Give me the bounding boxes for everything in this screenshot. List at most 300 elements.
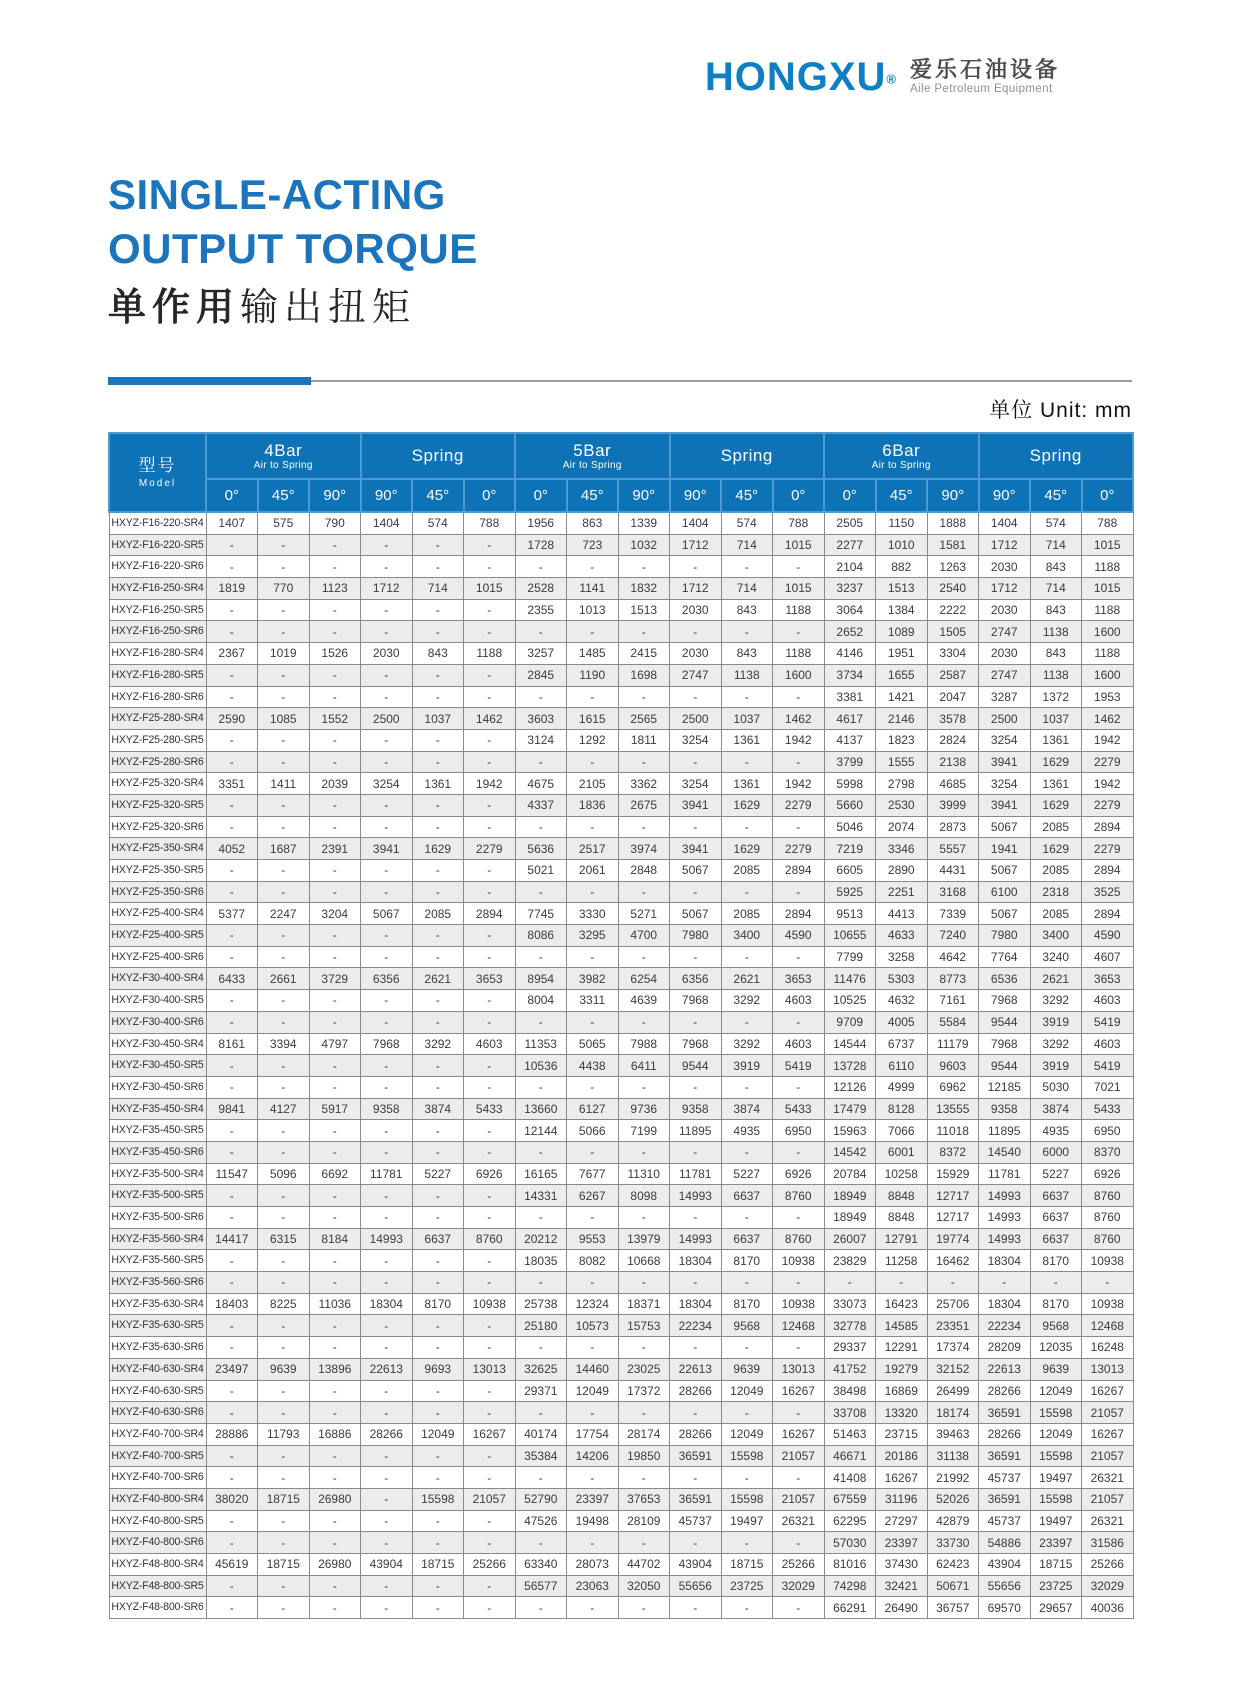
value-cell: 3603 xyxy=(515,708,567,730)
table-row xyxy=(109,1076,1133,1098)
value-cell: - xyxy=(567,1337,619,1359)
value-cell: 3394 xyxy=(258,1033,310,1055)
value-cell: 1953 xyxy=(1082,686,1134,708)
value-cell: 7968 xyxy=(670,990,722,1012)
table-row xyxy=(109,512,1133,534)
value-cell: - xyxy=(206,990,258,1012)
value-cell: 2030 xyxy=(979,556,1031,578)
value-cell: 14460 xyxy=(567,1358,619,1380)
value-cell: 11179 xyxy=(927,1033,979,1055)
value-cell: - xyxy=(567,1207,619,1229)
value-cell: 1085 xyxy=(258,708,310,730)
value-cell: - xyxy=(309,686,361,708)
value-cell: 8848 xyxy=(876,1185,928,1207)
value-cell: - xyxy=(567,1597,619,1619)
value-cell: 1942 xyxy=(1082,729,1134,751)
value-cell: - xyxy=(309,1337,361,1359)
value-cell: 12791 xyxy=(876,1228,928,1250)
value-cell: 8004 xyxy=(515,990,567,1012)
value-cell: 4633 xyxy=(876,925,928,947)
model-cell: HXYZ-F35-560-SR5 xyxy=(109,1250,206,1272)
value-cell: 3578 xyxy=(927,708,979,730)
value-cell: 6100 xyxy=(979,881,1031,903)
value-cell: 2530 xyxy=(876,794,928,816)
value-cell: 4999 xyxy=(876,1076,928,1098)
value-cell: - xyxy=(515,751,567,773)
value-cell: 1015 xyxy=(1082,578,1134,600)
value-cell: 3168 xyxy=(927,881,979,903)
value-cell: - xyxy=(464,1011,516,1033)
value-cell: 15598 xyxy=(721,1488,773,1510)
model-cell: HXYZ-F16-250-SR6 xyxy=(109,621,206,643)
value-cell: 2085 xyxy=(721,860,773,882)
value-cell: - xyxy=(361,534,413,556)
value-cell: - xyxy=(361,686,413,708)
value-cell: 26499 xyxy=(927,1380,979,1402)
table-row xyxy=(109,881,1133,903)
value-cell: 8954 xyxy=(515,968,567,990)
value-cell: 3292 xyxy=(721,990,773,1012)
table-row xyxy=(109,1141,1133,1163)
value-cell: 2222 xyxy=(927,599,979,621)
model-cell: HXYZ-F40-630-SR4 xyxy=(109,1358,206,1380)
value-cell: 8370 xyxy=(1082,1141,1134,1163)
value-cell: 2500 xyxy=(361,708,413,730)
value-cell: 13979 xyxy=(618,1228,670,1250)
value-cell: 28266 xyxy=(361,1423,413,1445)
value-cell: 3525 xyxy=(1082,881,1134,903)
value-cell: 33708 xyxy=(824,1402,876,1424)
value-cell: 12126 xyxy=(824,1076,876,1098)
value-cell: 14540 xyxy=(979,1141,1031,1163)
degree-header: 45° xyxy=(258,479,310,512)
value-cell: - xyxy=(258,860,310,882)
value-cell: 714 xyxy=(1030,578,1082,600)
divider-blue-bar xyxy=(108,377,311,385)
value-cell: - xyxy=(412,1380,464,1402)
value-cell: 56577 xyxy=(515,1575,567,1597)
value-cell: 57030 xyxy=(824,1532,876,1554)
value-cell: 6950 xyxy=(1082,1120,1134,1142)
value-cell: 9358 xyxy=(361,1098,413,1120)
value-cell: - xyxy=(670,1532,722,1554)
table-row xyxy=(109,1315,1133,1337)
value-cell: - xyxy=(773,556,825,578)
value-cell: 1361 xyxy=(721,773,773,795)
value-cell: - xyxy=(721,946,773,968)
table-row xyxy=(109,946,1133,968)
value-cell: 1687 xyxy=(258,838,310,860)
value-cell: 15598 xyxy=(1030,1488,1082,1510)
value-cell: 7677 xyxy=(567,1163,619,1185)
value-cell: - xyxy=(258,1207,310,1229)
value-cell: - xyxy=(773,1597,825,1619)
degree-header: 45° xyxy=(721,479,773,512)
value-cell: 18304 xyxy=(361,1293,413,1315)
value-cell: - xyxy=(309,1055,361,1077)
value-cell: - xyxy=(206,556,258,578)
value-cell: 2279 xyxy=(773,794,825,816)
value-cell: - xyxy=(258,881,310,903)
value-cell: 1421 xyxy=(876,686,928,708)
degree-header: 90° xyxy=(979,479,1031,512)
value-cell: 7968 xyxy=(979,990,1031,1012)
value-cell: 2894 xyxy=(1082,903,1134,925)
table-row xyxy=(109,1228,1133,1250)
value-cell: - xyxy=(361,1076,413,1098)
table-row xyxy=(109,1207,1133,1229)
value-cell: - xyxy=(721,1272,773,1294)
value-cell: 3874 xyxy=(721,1098,773,1120)
value-cell: 12049 xyxy=(721,1423,773,1445)
value-cell: 2367 xyxy=(206,643,258,665)
value-cell: - xyxy=(464,881,516,903)
value-cell: 1263 xyxy=(927,556,979,578)
value-cell: 18715 xyxy=(721,1554,773,1576)
value-cell: 9841 xyxy=(206,1098,258,1120)
value-cell: - xyxy=(412,1250,464,1272)
value-cell: 40036 xyxy=(1082,1597,1134,1619)
value-cell: - xyxy=(773,1272,825,1294)
value-cell: - xyxy=(206,1337,258,1359)
value-cell: 26321 xyxy=(1082,1467,1134,1489)
value-cell: 26980 xyxy=(309,1554,361,1576)
value-cell: 575 xyxy=(258,512,310,534)
value-cell: 18304 xyxy=(979,1250,1031,1272)
model-cell: HXYZ-F40-630-SR5 xyxy=(109,1380,206,1402)
value-cell: - xyxy=(258,1055,310,1077)
value-cell: 1188 xyxy=(1082,643,1134,665)
value-cell: 8086 xyxy=(515,925,567,947)
value-cell: 2279 xyxy=(773,838,825,860)
value-cell: 8760 xyxy=(464,1228,516,1250)
value-cell: 4337 xyxy=(515,794,567,816)
model-cell: HXYZ-F35-450-SR4 xyxy=(109,1098,206,1120)
value-cell: 1188 xyxy=(464,643,516,665)
value-cell: 5067 xyxy=(361,903,413,925)
value-cell: - xyxy=(258,1445,310,1467)
value-cell: 1712 xyxy=(670,578,722,600)
table-row xyxy=(109,556,1133,578)
value-cell: - xyxy=(258,729,310,751)
value-cell: - xyxy=(515,1011,567,1033)
value-cell: 28886 xyxy=(206,1423,258,1445)
value-cell: 9603 xyxy=(927,1055,979,1077)
value-cell: 22613 xyxy=(361,1358,413,1380)
value-cell: 843 xyxy=(1030,643,1082,665)
value-cell: - xyxy=(206,946,258,968)
value-cell: - xyxy=(206,925,258,947)
section-divider xyxy=(108,376,1132,386)
degree-header: 45° xyxy=(412,479,464,512)
table-row xyxy=(109,903,1133,925)
value-cell: 45737 xyxy=(979,1510,1031,1532)
table-row xyxy=(109,708,1133,730)
value-cell: - xyxy=(361,1402,413,1424)
value-cell: 1123 xyxy=(309,578,361,600)
value-cell: 10536 xyxy=(515,1055,567,1077)
value-cell: 11895 xyxy=(670,1120,722,1142)
value-cell: 1505 xyxy=(927,621,979,643)
value-cell: 6962 xyxy=(927,1076,979,1098)
value-cell: - xyxy=(464,621,516,643)
table-row xyxy=(109,1011,1133,1033)
value-cell: 11547 xyxy=(206,1163,258,1185)
value-cell: 6411 xyxy=(618,1055,670,1077)
value-cell: 18304 xyxy=(979,1293,1031,1315)
value-cell: 4639 xyxy=(618,990,670,1012)
value-cell: 3919 xyxy=(1030,1055,1082,1077)
value-cell: 1190 xyxy=(567,664,619,686)
value-cell: 50671 xyxy=(927,1575,979,1597)
value-cell: - xyxy=(412,686,464,708)
value-cell: - xyxy=(258,664,310,686)
value-cell: 4797 xyxy=(309,1033,361,1055)
value-cell: 81016 xyxy=(824,1554,876,1576)
value-cell: 15929 xyxy=(927,1163,979,1185)
value-cell: 13013 xyxy=(464,1358,516,1380)
value-cell: 6127 xyxy=(567,1098,619,1120)
value-cell: - xyxy=(412,1120,464,1142)
group-header-4bar: 4Bar Air to Spring xyxy=(206,433,361,479)
value-cell: 2652 xyxy=(824,621,876,643)
value-cell: - xyxy=(258,794,310,816)
value-cell: - xyxy=(618,1141,670,1163)
value-cell: 8098 xyxy=(618,1185,670,1207)
value-cell: 1712 xyxy=(670,534,722,556)
value-cell: - xyxy=(258,1011,310,1033)
value-cell: - xyxy=(258,751,310,773)
value-cell: 3295 xyxy=(567,925,619,947)
degree-header: 0° xyxy=(515,479,567,512)
value-cell: 1010 xyxy=(876,534,928,556)
value-cell: 4127 xyxy=(258,1098,310,1120)
value-cell: 51463 xyxy=(824,1423,876,1445)
value-cell: 5067 xyxy=(979,860,1031,882)
value-cell: 13660 xyxy=(515,1098,567,1120)
value-cell: - xyxy=(206,1315,258,1337)
value-cell: 1361 xyxy=(412,773,464,795)
value-cell: 4603 xyxy=(773,990,825,1012)
value-cell: 18403 xyxy=(206,1293,258,1315)
value-cell: 1552 xyxy=(309,708,361,730)
value-cell: - xyxy=(618,1272,670,1294)
value-cell: 14544 xyxy=(824,1033,876,1055)
value-cell: - xyxy=(258,621,310,643)
value-cell: - xyxy=(206,816,258,838)
value-cell: - xyxy=(464,686,516,708)
value-cell: 574 xyxy=(412,512,464,534)
value-cell: 15598 xyxy=(412,1488,464,1510)
table-row xyxy=(109,773,1133,795)
value-cell: 33730 xyxy=(927,1532,979,1554)
value-cell: 14206 xyxy=(567,1445,619,1467)
value-cell: - xyxy=(412,534,464,556)
value-cell: - xyxy=(309,664,361,686)
value-cell: 2540 xyxy=(927,578,979,600)
value-cell: 15598 xyxy=(721,1445,773,1467)
degree-header: 0° xyxy=(824,479,876,512)
value-cell: - xyxy=(464,1185,516,1207)
table-row xyxy=(109,1272,1133,1294)
value-cell: 12717 xyxy=(927,1207,979,1229)
value-cell: - xyxy=(258,1510,310,1532)
value-cell: 8225 xyxy=(258,1293,310,1315)
value-cell: - xyxy=(927,1272,979,1294)
degree-header: 0° xyxy=(1082,479,1134,512)
value-cell: - xyxy=(567,1076,619,1098)
value-cell: 4146 xyxy=(824,643,876,665)
value-cell: 7988 xyxy=(618,1033,670,1055)
value-cell: 19850 xyxy=(618,1445,670,1467)
value-cell: 36591 xyxy=(670,1488,722,1510)
value-cell: 10938 xyxy=(1082,1293,1134,1315)
value-cell: - xyxy=(618,1337,670,1359)
value-cell: - xyxy=(361,816,413,838)
value-cell: - xyxy=(412,881,464,903)
value-cell: 2355 xyxy=(515,599,567,621)
value-cell: - xyxy=(206,1532,258,1554)
value-cell: 21057 xyxy=(1082,1402,1134,1424)
value-cell: 1888 xyxy=(927,512,979,534)
table-row xyxy=(109,1358,1133,1380)
value-cell: 2500 xyxy=(670,708,722,730)
value-cell: 1089 xyxy=(876,621,928,643)
degree-header: 90° xyxy=(361,479,413,512)
value-cell: - xyxy=(618,686,670,708)
value-cell: 5096 xyxy=(258,1163,310,1185)
value-cell: 32421 xyxy=(876,1575,928,1597)
value-cell: 22234 xyxy=(979,1315,1031,1337)
value-cell: 2061 xyxy=(567,860,619,882)
value-cell: - xyxy=(773,1076,825,1098)
value-cell: 3941 xyxy=(979,751,1031,773)
value-cell: 10938 xyxy=(464,1293,516,1315)
value-cell: - xyxy=(773,1141,825,1163)
value-cell: 1188 xyxy=(773,643,825,665)
value-cell: 6637 xyxy=(412,1228,464,1250)
table-row xyxy=(109,1098,1133,1120)
table-row xyxy=(109,621,1133,643)
value-cell: 2030 xyxy=(670,599,722,621)
value-cell: 16267 xyxy=(1082,1380,1134,1402)
value-cell: - xyxy=(721,1532,773,1554)
value-cell: - xyxy=(464,1141,516,1163)
value-cell: - xyxy=(464,1250,516,1272)
value-cell: 3292 xyxy=(1030,990,1082,1012)
value-cell: 11781 xyxy=(670,1163,722,1185)
value-cell: - xyxy=(670,751,722,773)
value-cell: - xyxy=(412,816,464,838)
value-cell: 9544 xyxy=(979,1011,1031,1033)
value-cell: 23725 xyxy=(1030,1575,1082,1597)
model-cell: HXYZ-F25-320-SR4 xyxy=(109,773,206,795)
value-cell: 1485 xyxy=(567,643,619,665)
value-cell: 5557 xyxy=(927,838,979,860)
value-cell: 6356 xyxy=(361,968,413,990)
value-cell: 19279 xyxy=(876,1358,928,1380)
value-cell: - xyxy=(361,1207,413,1229)
value-cell: - xyxy=(309,1402,361,1424)
value-cell: - xyxy=(412,1575,464,1597)
value-cell: 3287 xyxy=(979,686,1031,708)
value-cell: - xyxy=(361,794,413,816)
value-cell: 32050 xyxy=(618,1575,670,1597)
value-cell: 36591 xyxy=(979,1445,1031,1467)
value-cell: 7219 xyxy=(824,838,876,860)
value-cell: - xyxy=(412,1272,464,1294)
value-cell: 31586 xyxy=(1082,1532,1134,1554)
value-cell: 1600 xyxy=(1082,621,1134,643)
value-cell: - xyxy=(464,1532,516,1554)
value-cell: 843 xyxy=(721,643,773,665)
value-cell: - xyxy=(721,1011,773,1033)
value-cell: 12291 xyxy=(876,1337,928,1359)
value-cell: 8170 xyxy=(1030,1293,1082,1315)
model-cell: HXYZ-F25-400-SR5 xyxy=(109,925,206,947)
value-cell: 1942 xyxy=(773,773,825,795)
value-cell: 37430 xyxy=(876,1554,928,1576)
value-cell: 5419 xyxy=(1082,1055,1134,1077)
value-cell: - xyxy=(361,860,413,882)
value-cell: 13896 xyxy=(309,1358,361,1380)
value-cell: - xyxy=(618,1076,670,1098)
value-cell: 22613 xyxy=(979,1358,1031,1380)
value-cell: 21057 xyxy=(773,1445,825,1467)
value-cell: 8170 xyxy=(721,1293,773,1315)
title-chinese xyxy=(108,286,478,332)
value-cell: - xyxy=(206,1272,258,1294)
value-cell: - xyxy=(721,686,773,708)
value-cell: 18715 xyxy=(258,1488,310,1510)
value-cell: 714 xyxy=(721,534,773,556)
value-cell: - xyxy=(979,1272,1031,1294)
value-cell: 4642 xyxy=(927,946,979,968)
value-cell: - xyxy=(361,1185,413,1207)
value-cell: - xyxy=(206,1076,258,1098)
value-cell: 5377 xyxy=(206,903,258,925)
value-cell: 2894 xyxy=(1082,816,1134,838)
value-cell: 42879 xyxy=(927,1510,979,1532)
value-cell: 6637 xyxy=(1030,1185,1082,1207)
value-cell: - xyxy=(361,1510,413,1532)
value-cell: 1581 xyxy=(927,534,979,556)
value-cell: - xyxy=(412,1445,464,1467)
value-cell: - xyxy=(773,1207,825,1229)
value-cell: - xyxy=(258,1185,310,1207)
value-cell: 2824 xyxy=(927,729,979,751)
value-cell: 16267 xyxy=(1082,1423,1134,1445)
value-cell: - xyxy=(464,729,516,751)
model-cell: HXYZ-F35-500-SR6 xyxy=(109,1207,206,1229)
value-cell: - xyxy=(309,1011,361,1033)
value-cell: - xyxy=(464,664,516,686)
value-cell: - xyxy=(464,816,516,838)
value-cell: - xyxy=(464,946,516,968)
value-cell: 15963 xyxy=(824,1120,876,1142)
value-cell: 10573 xyxy=(567,1315,619,1337)
value-cell: 4617 xyxy=(824,708,876,730)
model-cell: HXYZ-F25-320-SR5 xyxy=(109,794,206,816)
value-cell: - xyxy=(721,751,773,773)
value-cell: - xyxy=(309,946,361,968)
value-cell: 14993 xyxy=(361,1228,413,1250)
value-cell: 788 xyxy=(464,512,516,534)
value-cell: - xyxy=(309,1575,361,1597)
value-cell: 5925 xyxy=(824,881,876,903)
value-cell: - xyxy=(464,1337,516,1359)
value-cell: 2500 xyxy=(979,708,1031,730)
